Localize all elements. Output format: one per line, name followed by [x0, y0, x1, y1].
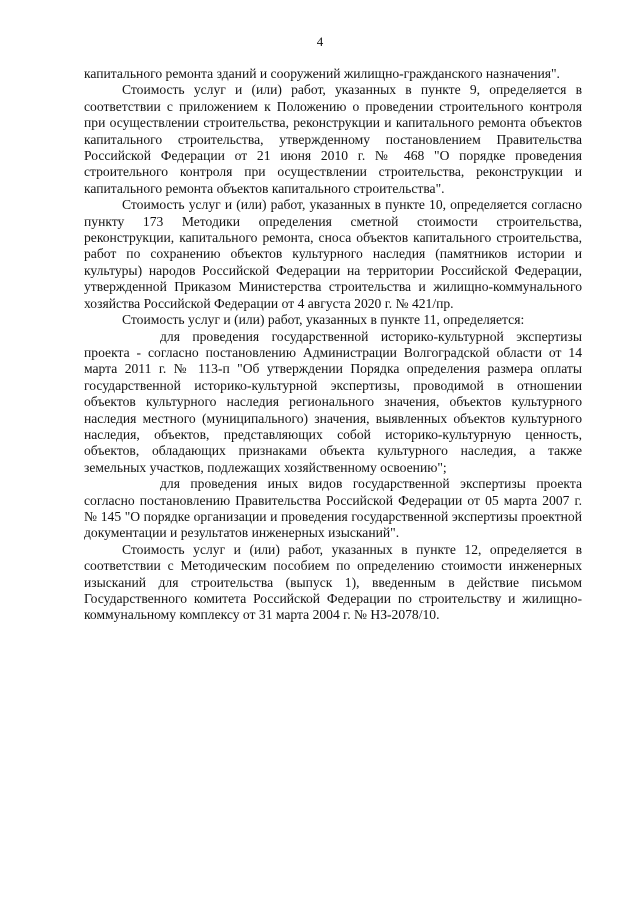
paragraph-item-12-cost: Стоимость услуг и (или) работ, указанных в пункте 12, определяется в соответствии с Методическим пособием по определению стоимости инженерных изысканий для строительства (выпуск 1), введенным в действие письмом Государственного комитета Российской Федерации по строительству и жилищно-коммунальному комплексу от 31 марта 2004 г. № НЗ-2078/10. [84, 541, 582, 623]
paragraph-item-11-cost: Стоимость услуг и (или) работ, указанных в пункте 11, определяется: [122, 312, 525, 328]
paragraph-state-expertise: для проведения иных видов государственной экспертизы проекта согласно постановлению Правительства Российской Федерации от 05 марта 2007 г. № 145 "О порядке организации и проведения государственной экспертизы проектной документации и результатов инженерных изысканий". [84, 476, 582, 541]
paragraph-item-9-cost: Стоимость услуг и (или) работ, указанных в пункте 9, определяется в соответствии с приложением к Положению о проведении строительного контроля при осуществлении строительства, реконструкции и капитального ремонта объектов капитального строительства, утвержденному постановлением Правительства Российской Федерации от 21 июня 2010 г. № 468 "О порядке проведения строительного контроля при осуществлении строительства, реконструкции и капитального ремонта объектов капитального строительства". [84, 82, 582, 196]
page-number: 4 [316, 34, 324, 49]
paragraph-item-10-cost: Стоимость услуг и (или) работ, указанных в пункте 10, определяется согласно пункту 173 Методики определения сметной стоимости строительства, реконструкции, капитального ремонта, сноса объектов капитального строительства, работ по сохранению объектов культурного наследия (памятников истории и культуры) народов Российской Федерации на территории Российской Федерации, утвержденной Приказом Министерства строительства и жилищно-коммунального хозяйства Российской Федерации от 4 августа 2020 г. № 421/пр. [84, 197, 582, 311]
paragraph-historical-expertise: для проведения государственной историко-культурной экспертизы проекта - согласно постановлению Администрации Волгоградской области от 14 марта 2011 г. № 113-п "Об утверждении Порядка определения размера оплаты государственной историко-культурной экспертизы, проводимой в отношении объектов культурного наследия регионального значения, объектов культурного наследия местного (муниципального) значения, выявленных объектов культурного наследия, объектов, представляющих собой историко-культурную ценность, объектов, обладающих признаками объекта культурного наследия, а также земельных участков, подлежащих хозяйственному освоению"; [84, 328, 582, 475]
paragraph-continuation: капитального ремонта зданий и сооружений жилищно-гражданского назначения". [84, 66, 560, 81]
document-body [84, 66, 582, 624]
